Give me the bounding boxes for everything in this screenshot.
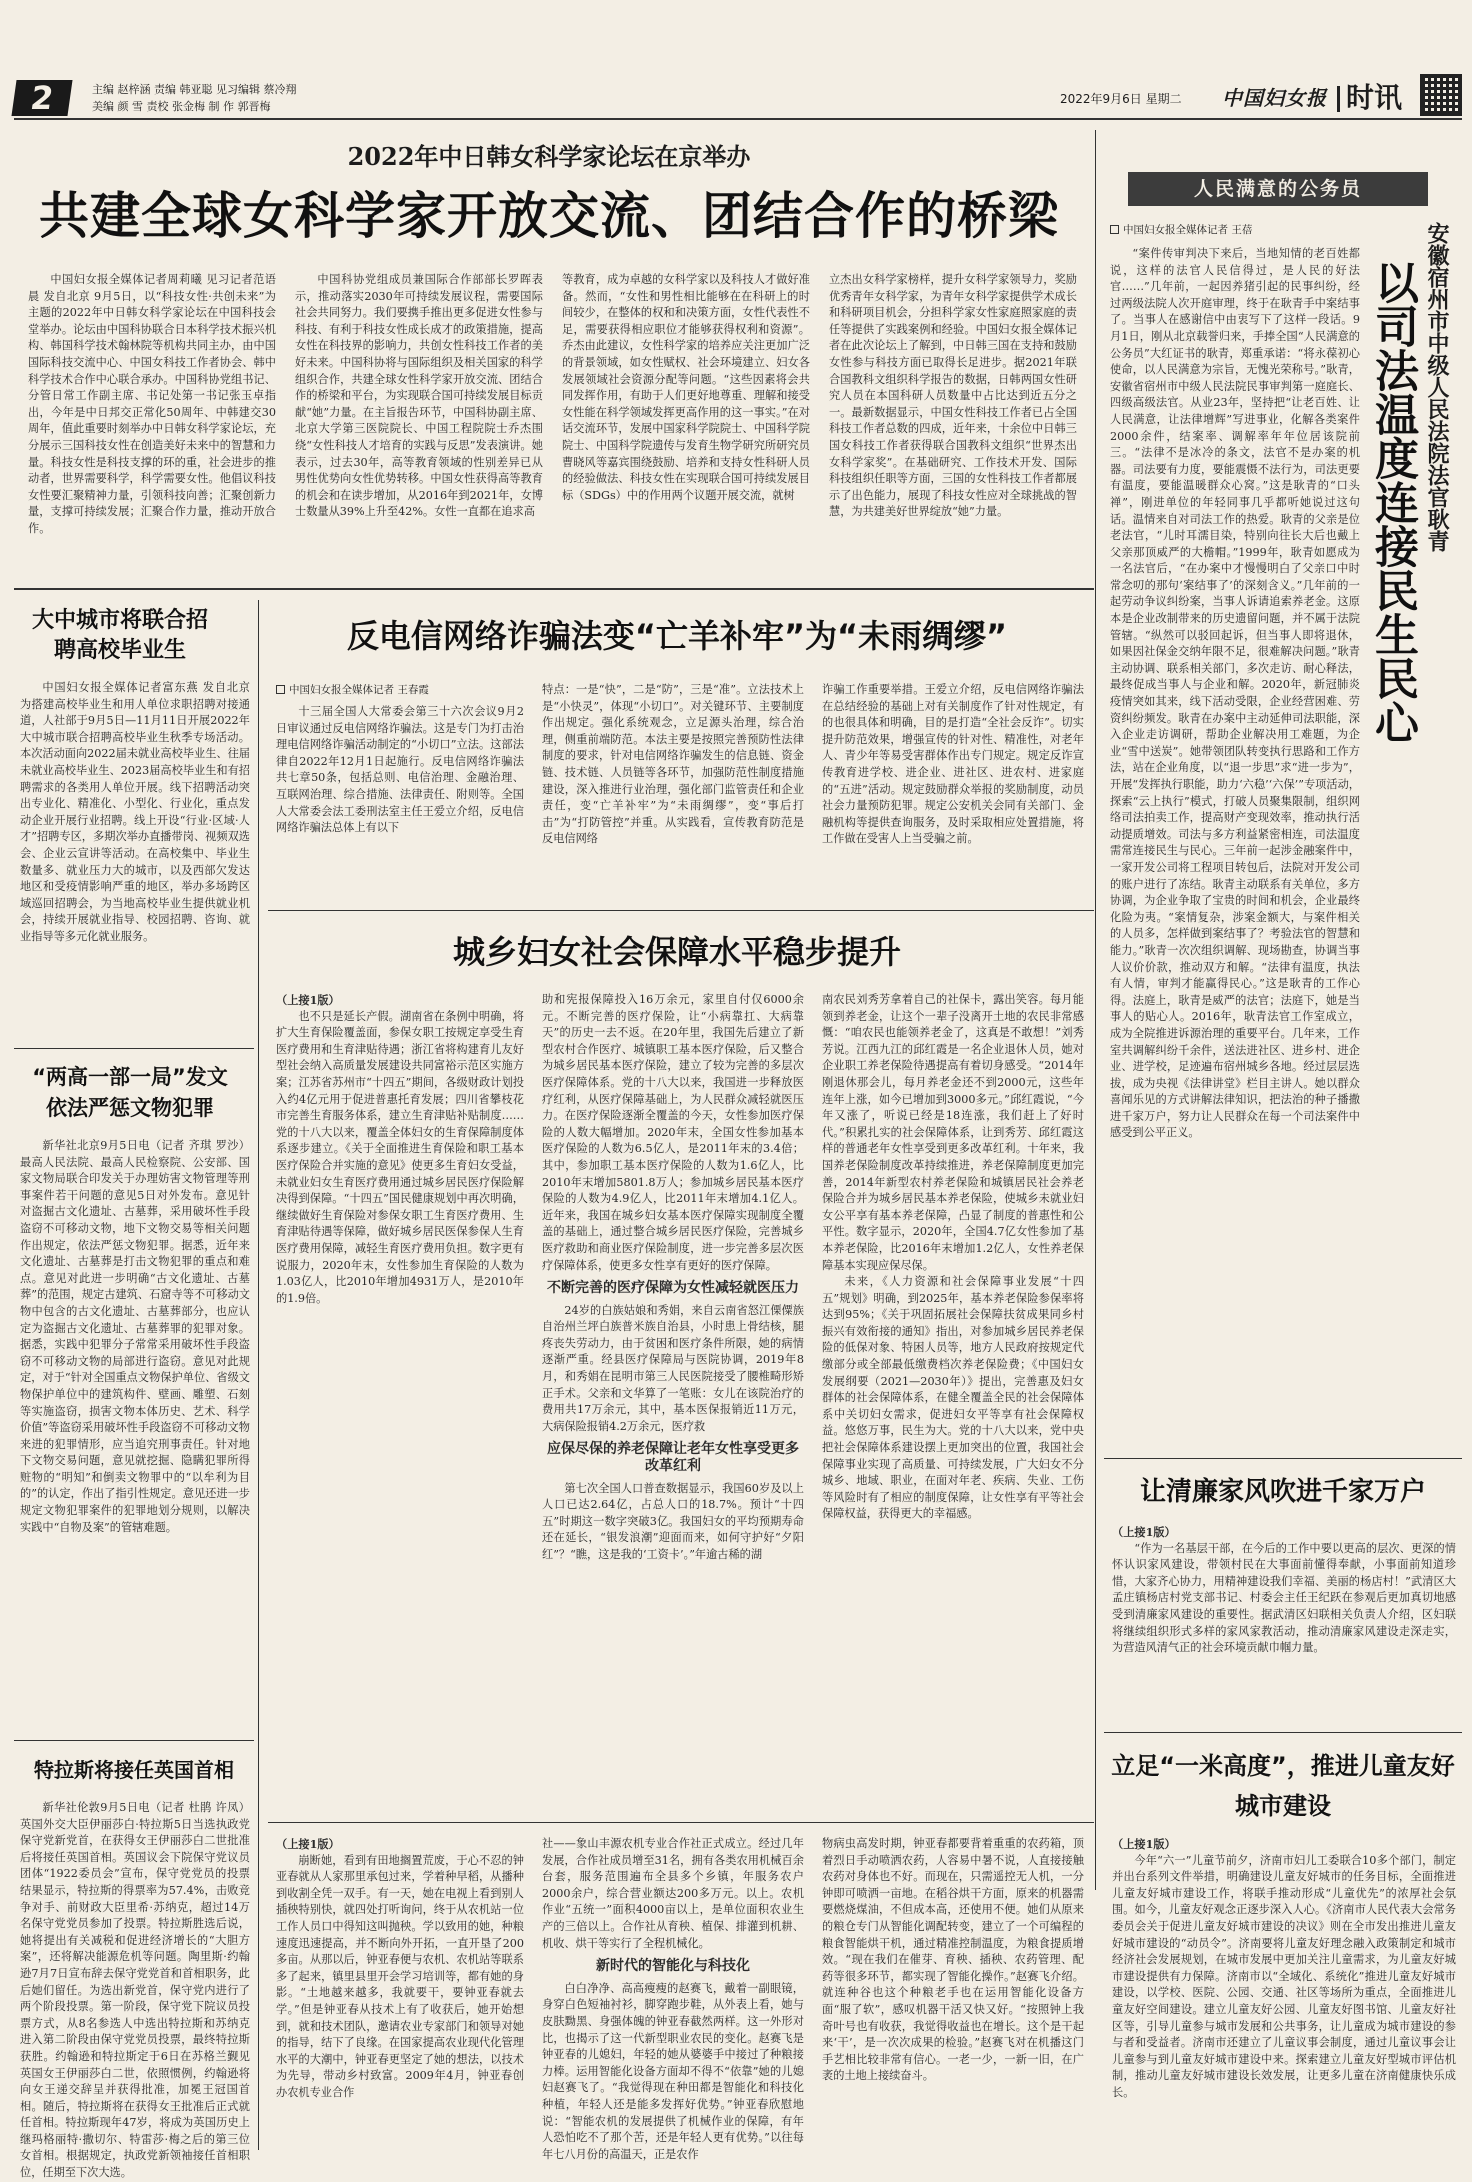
lead-col-2-text: 中国科协党组成员兼国际合作部部长罗晖表示，推动落实2030年可持续发展议程，需要国际社会共同努力。我们要携手推出更多促进女性参与科技、有利于科技女性成长成才的政策措施，提高女性在科技界的影响力，共创女性科技工作者的美好未来。中国科协将与国际组织及相关国家的科学组织合作，共建全球女性科学家开放交流、团结合作的桥梁和平台，为实现联合国可持续发展目标贡献“她”力量。在主旨报告环节，中国科协副主席、北京大学第三医院院长、中国工程院院士乔杰围绕“女性科技人才培育的实践与反思”发表演讲。她表示，过去30年，高等教育领域的性别差异已从男性优势向女性优势转移。中国女性获得高等教育的机会和在读步增加，从2016年到2021年，女博士数量从39%上升至42%。女性一直都在追求高	[295, 273, 543, 519]
social-sub-1: 不断完善的医疗保障为女性减轻就医压力	[547, 1280, 799, 1297]
lead-col-3	[562, 272, 810, 572]
page-number	[11, 80, 72, 116]
fraud-col-1	[276, 704, 524, 900]
social-col-1	[276, 992, 524, 1812]
fraud-byline	[276, 682, 516, 698]
qr-code-icon	[1420, 74, 1462, 116]
tech-col-2-text: 社——象山丰源农机专业合作社正式成立。经过几年发展，合作社成员增至31名，拥有各类农用机械百余台套，服务范围遍布全县多个乡镇，年服务农户2000余户，综合营业额达200多万元。以上。农机作业“五统一”面积4000亩以上，是单位面积农业生产的三倍以上。合作社从育秧、植保、排灌到机耕、机收、烘干等实行了全程机械化。	[542, 1837, 804, 1950]
social-col-3	[822, 992, 1084, 1812]
tech-col-2	[542, 1836, 804, 2161]
fraud-col-3	[822, 682, 1084, 900]
judge-byline	[1110, 222, 1360, 238]
social-sub-2-text: 第七次全国人口普查数据显示，我国60岁及以上人口已达2.64亿，占总人口的18.7%。预计“十四五”时期这一数字突破3亿。我国妇女的平均预期寿命还在延长，“银发浪潮”迎面而来，如何守护好“夕阳红”？“瞧，这是我的‘工资卡’。”年逾古稀的湖	[542, 1481, 804, 1561]
lead-col-3-text: 等教育，成为卓越的女科学家以及科技人才做好准备。然而，“女性和男性相比能够在在科研上的时间较少，在整体的权和和决策方面，女性代表性不足，需要获得相应职位才能够获得权利和资源”。乔杰由此建议，女性科学家的培养应关注更加广泛的背景领域，如女性赋权、社会环境建立、妇女各发展领域社会资源分配等问题。“这些因素将会共同发挥作用，有助于人们更好地尊重、理解和接受女性能在科学领域发挥更高作用的这一事实。”在对话交流环节，发展中国家科学院院士、中国科学院院士、中国科学院遗传与发育生物学研究所研究员曹晓风等嘉宾围绕鼓励、培养和支持女性科研人员的经验做法、科技女性在实现联合国可持续发展目标（SDGs）中的作用两个议题开展交流，就树	[562, 273, 810, 502]
grad-body-text: 中国妇女报全媒体记者富东燕 发自北京 为搭建高校毕业生和用人单位求职招聘对接通道，人社部于9月5日—11月11日开展2022年大中城市联合招聘高校毕业生秋季专场活动。本次活动面向2022届未就业高校毕业生、往届未就业高校毕业生、2023届高校毕业生和有招聘需求的各类用人单位开展。线下招聘活动突出专业化、精准化、小型化、行业化，重点发动企业开展行业招聘。线上开设“行业·区域·人才”招聘专区，多期次举办直播带岗、视频双选会、企业云宣讲等活动。在高校集中、毕业生数量多、就业压力大的城市，以及西部欠发达地区和受疫情影响严重的地区，举办多场跨区域巡回招聘会，为当地高校毕业生提供就业机会，持续开展就业指导、校园招聘、咨询、就业指导等多元化就业服务。	[20, 681, 250, 943]
integrity-body-text: “作为一名基层干部，在今后的工作中要以更高的层次、更深的情怀认识家风建设，带领村民在大事面前懂得奉献，小事面前知道珍惜，大家齐心协力，用精神建设我们幸福、美丽的杨店村！”武清区大孟庄镇杨店村党支部书记、村委会主任王纪跃在参观后更加真切地感受到清廉家风建设的重要性。据武清区妇联相关负责人介绍，区妇联将继续组织形式多样的家风家教活动，推动清廉家风建设走深走实，为营造风清气正的社会环境贡献巾帼力量。	[1112, 1541, 1456, 1655]
law-body	[20, 1138, 250, 1728]
divider-bar	[1337, 86, 1340, 112]
social-col-1-text: 也不只是延长产假。湖南省在条例中明确，将扩大生育保险覆盖面，参保女职工按规定享受生育医疗费用和生育津贴待遇；浙江省将构建育儿友好型社会纳入高质量发展建设共同富裕示范区实施方案；江苏省苏州市“十四五”期间，各级财政计划投入约4亿元用于促进普惠托育发展；四川省攀枝花市完善生育服务体系，建立生育津贴补贴制度……党的十八大以来，覆盖全体妇女的生育保障制度体系逐步建立。《关于全面推进生育保险和职工基本医疗保险合并实施的意见》使更多生育妇女受益，未就业妇女生育医疗费用通过城乡居民医疗保险解决得到保障。“十四五”国民健康规划中再次明确，继续做好生育保险对参保女职工生育医疗费用、生育津贴待遇等保障，做好城乡居民医保参保人生育医疗费用保障，减轻生育医疗费用负担。数字更有说服力，2020年末，女性参加生育保险的人数为1.03亿人，比2010年增加4931万人，是2010年的1.9倍。	[276, 1009, 524, 1305]
section-title: 时讯	[1346, 81, 1403, 114]
integrity-title: 让清廉家风吹进千家万户	[1139, 1477, 1426, 1507]
lead-col-1-text: 中国妇女报全媒体记者周莉曦 见习记者范语晨 发自北京 9月5日，以“科技女性·共创未来”为主题的2022年中日韩女科学家论坛在中国科技会堂举办。论坛由中国科协联合日本科学技术振兴机构、韩国科学技术翰林院等机构共同主办，由中国国际科技交流中心、中国女科技工作者协会、韩中科学技术合作中心联合承办。中国科协党组书记、分管日常工作副主席、书记处第一书记张玉卓指出，今年是中日邦交正常化50周年、中韩建交30周年，值此重要时刻举办中日韩女科学家论坛，充分展示三国科技女性在创造美好未来中的智慧和力量。科技女性是科技支撑的环的重，社会进步的推动者，世界需要科学，科学需要女性。他倡议科技女性要汇聚精神力量，引领科技向善；汇聚创新力量，支撑可持续发展；汇聚合作力量，推动开放合作。	[28, 273, 276, 535]
lead-bottom-rule	[14, 588, 1094, 590]
lead-col-1	[28, 272, 276, 572]
tech-col-1	[276, 1836, 524, 2156]
left-rule-1	[14, 1048, 254, 1049]
judge-byline-text: 中国妇女报全媒体记者 王蓓	[1123, 224, 1253, 236]
uk-body	[20, 1800, 250, 2180]
law-body-text: 新华社北京9月5日电（记者 齐琪 罗沙）最高人民法院、最高人民检察院、公安部、国家文物局联合印发关于办理妨害文物管理等刑事案件若干问题的意见5日对外发布。意见针对盗掘古文化遗址、古墓葬，采用破坏性手段盗窃不可移动文物，地下文物交易等相关问题作出规定，依法严惩文物犯罪。据悉，近年来文化遗址、古墓葬是打击文物犯罪的重点和难点。意见对此进一步明确“古文化遗址、古墓葬”的范围，规定古建筑、石窟寺等不可移动文物中包含的古文化遗址、古墓葬部分，也应认定为盗掘古文化遗址、古墓葬罪的犯罪对象。据悉，实践中犯罪分子常常采用破坏性手段盗窃不可移动文物的局部进行盗窃。意见对此规定，对于“针对全国重点文物保护单位、省级文物保护单位中的建筑构件、壁画、雕塑、石刻等实施盗窃，损害文物本体历史、艺术、科学价值”等盗窃采用破坏性手段盗窃不可移动文物来进的犯罪情形，应当追究刑事责任。针对地下文物交易问题，意见就挖掘、隐瞒犯罪所得赃物的“明知”和倒卖文物罪中的“以牟利为目的”的认定，作出了指引性规定。意见还进一步规定文物犯罪案件的犯罪地划分规则，以解决实践中“自物及案”的管辖难题。	[20, 1139, 250, 1534]
judge-kicker	[1420, 222, 1452, 602]
lead-col-4-text: 立杰出女科学家榜样，提升女科学家领导力，奖励优秀青年女科学家，为青年女科学家提供学术成长和科研项目机会，分担科学家女性家庭照家庭的责任等提供了实践案例和经验。中国妇女报全媒体记者在此次论坛上了解到，中日韩三国在支持和鼓励女性参与科技方面已取得长足进步。据2021年联合国教科文组织科学报告的数据，日韩两国女性研究人员在本国科研人员数量中占比达到近五分之一。最新数据显示，中国女性科技工作者已占全国科技工作者总数的四成，近年来，十余位中日韩三国女科技工作者获得联合国教科文组织“世界杰出女科学家奖”。在基础研究、工作技术开发、国际科技组织任职等方面，三国的女性科技工作者都展示了出色能力，展现了科技女性应对全球挑战的智慧，为共建美好世界绽放“她”力量。	[829, 273, 1077, 519]
section-banner-text: 人民满意的公务员	[1193, 178, 1362, 200]
judge-title	[1366, 260, 1418, 880]
byline-marker-icon	[1110, 225, 1119, 234]
section-banner	[1128, 172, 1428, 206]
right-rule-2	[1104, 1732, 1462, 1733]
lead-title: 共建全球女科学家开放交流、团结合作的桥梁	[39, 187, 1059, 245]
grad-body	[20, 680, 250, 1038]
credits-line-1: 主编 赵梓涵 责编 韩亚聪 见习编辑 蔡冷翔	[92, 83, 297, 96]
paper-logo: 中国妇女报	[1222, 86, 1327, 110]
tech-col-1-text: 崩断她，看到有田地搁置荒废，于心不忍的钟亚春就从人家那里承包过来，学着种早稻，从播种到收割全凭一双手。有一天，她在电视上看到别人插秧特别快，就四处打听询问，终于从农机站一位工作人员口中得知这叫抛秧。学以致用的她，种粮速度迅速提高，并不断向外开拓，一直开垦了200多亩。从那以后，钟亚春便与农机、农机站等联系多了起来，镇里县里开会学习培训等，都有她的身影。“土地越来越多，我就要干，要钟亚春就去学。”但是钟亚春从技术上有了收获后，她开始想到，就和技术团队，邀请农业专家部门和领导对她的指导，结下了良缘。在国家提高农业现代化管理水平的大潮中，钟亚春更坚定了她的想法，以技术为先导，带动乡村致富。2009年4月，钟亚春创办农机专业合作	[276, 1853, 524, 2099]
tech-sub: 新时代的智能化与科技化	[596, 1958, 750, 1975]
social-col-2	[542, 992, 804, 1812]
children-body	[1112, 1836, 1456, 2154]
grad-title: 大中城市将联合招聘高校毕业生	[31, 608, 208, 663]
lead-kicker: 2022年中日韩女科学家论坛在京举办	[347, 142, 751, 171]
law-title: “两高一部一局”发文依法严惩文物犯罪	[32, 1065, 228, 1120]
fraud-col-2-text: 特点：一是“快”，二是“防”，三是“准”。立法技术上是“小快灵”，体现“小切口”。对关键环节、主要制度作出规定。强化系统观念，立足源头治理，综合治理，侧重前端防范。本法主要是按照完善预防性法律制度的要求，针对电信网络诈骗发生的信息链、资金链、技术链、人员链等各环节，加强防范性制度措施建设，深入推进行业治理，强化部门监管责任和企业责任，变“亡羊补牢”为“未雨绸缪”，变“事后打击”为“打防管控”并重。从实践看，宣传教育防范是反电信网络	[542, 683, 804, 846]
social-col-4-text: 未来，《人力资源和社会保障事业发展“十四五”规划》明确，到2025年，基本养老保险参保率将达到95%；《关于巩固拓展社会保障扶贫成果同乡村振兴有效衔接的通知》指出，对参加城乡居民养老保险的低保对象、特困人员等，地方人民政府按规定代缴部分或全部最低缴费档次养老保险费；《中国妇女发展纲要（2021—2030年）》提出，完善惠及妇女群体的社会保障体系，在健全覆盖全民的社会保障体系中关切妇女需求，促进妇女平等享有社会保障权益。悠悠万事，民生为大。党的十八大以来，党中央把社会保障体系建设摆上更加突出的位置，我国社会保障事业实现了高质量、可持续发展，广大妇女不分城乡、地域、职业，在面对年老、疾病、失业、工伤等风险时有了相应的制度保障，让女性享有平等社会保障权益，获得更大的幸福感。	[822, 1275, 1084, 1521]
right-rule-1	[1104, 1458, 1462, 1459]
tech-col-3	[822, 1836, 1084, 2156]
fraud-title: 反电信网络诈骗法变“亡羊补牢”为“未雨绸缪”	[346, 617, 1008, 655]
fraud-col-1-text: 十三届全国人大常委会第三十六次会议9月2日审议通过反电信网络诈骗法。这是专门为打击治理电信网络诈骗活动制定的“小切口”立法。这部法律自2022年12月1日起施行。反电信网络诈骗法共七章50条，包括总则、电信治理、金融治理、互联网治理、综合措施、法律责任、附则等。全国人大常委会法工委刑法室主任王爱立介绍，反电信网络诈骗法总体上有以下	[276, 705, 524, 835]
page-number-text: 2	[28, 79, 56, 117]
social-col-3-text: 南农民刘秀芳拿着自己的社保卡，露出笑容。每月能领到养老金，让这个一辈子没离开土地的农民非常感慨：“咱农民也能领养老金了，这真是不敢想！”刘秀芳说。江西九江的邱红霞是一名企业退休人员，她对企业职工养老保险待遇提高有着切身感受。“2014年刚退休那会儿，每月养老金还不到2000元，这些年连年上涨，如今已增加到3000多元。”邱红霞说，“今年又涨了，听说已经是18连涨，我们赶上了好时代。”积累扎实的社会保障体系，让到秀芳、邱红霞这样的普通老年女性享受到更多改革红利。十年来，我国养老保险制度改革持续推进，养老保障制度更加完善，2014年新型农村养老保险和城镇居民社会养老保险合并为城乡居民基本养老保险，使城乡未就业妇女公平享有基本养老保障，凸显了制度的普惠性和公平性。数字显示，2020年，全国4.7亿女性参加了基本养老保险，比2016年末增加1.2亿人，女性养老保障基本实现应保尽保。	[822, 993, 1084, 1272]
uk-title: 特拉斯将接任英国首相	[34, 1758, 234, 1782]
social-bottom-rule	[268, 1822, 1094, 1823]
social-sub-2: 应保尽保的养老保障让老年女性享受更多改革红利	[547, 1441, 799, 1475]
judge-title-text: 以司法温度连接民生民心	[1367, 260, 1418, 744]
social-title: 城乡妇女社会保障水平稳步提升	[452, 933, 901, 971]
fraud-bottom-rule	[268, 910, 1094, 911]
masthead	[0, 0, 1472, 118]
children-body-text: 今年“六一”儿童节前夕，济南市妇儿工委联合10多个部门，制定并出台系列文件举措，明确建设儿童友好城市的任务目标，全面推进儿童友好城市建设工作，将联手推动形成“儿童优先”的浓厚社会氛围。如今，儿童友好观念正逐步深入人心。《济南市人民代表大会常务委员会关于促进儿童友好城市建设的决议》则在全市发出推进儿童友好城市建设的“动员令”。济南要将儿童友好理念融入政策制定和城市经济社会发展规划，在城市发展中更加关注儿童需求，为儿童友好城市建设提供有力保障。济南市以“全域化、系统化”推进儿童友好城市建设，以学校、医院、公园、交通、社区等场所为重点，全面推进儿童友好空间建设。建立儿童友好公园、儿童友好图书馆、儿童友好社区等，引导儿童参与城市发展和公共事务，让儿童成为城市建设的参与者和受益者。济南市还建立了儿童议事会制度，通过儿童议事会让儿童参与到儿童友好城市建设中来。探索建立儿童友好型城市评估机制，推动儿童友好城市建设长效发展，让更多儿童在济南健康快乐成长。	[1112, 1853, 1456, 2099]
left-rule-2	[14, 1740, 254, 1741]
lead-col-2	[295, 272, 543, 572]
lead-col-4	[829, 272, 1077, 572]
social-sub-1-text: 24岁的白族姑娘和秀娟，来自云南省怒江傈僳族自治州兰坪白族普米族自治县，小时患上骨结核，腿疼丧失劳动力，由于贫困和医疗条件所限，她的病情逐渐严重。经县医疗保障局与医院协调，2019年8月，和秀娟在昆明市第三人民医院接受了腰椎畸形矫正手术。父亲和文华算了一笔账：女儿在该院治疗的费用共17万余元，其中，基本医保报销近11万元，大病保险报销4.2万余元，医疗救	[542, 1303, 804, 1433]
issue-date: 2022年9月6日 星期二	[1060, 92, 1182, 106]
fraud-col-2	[542, 682, 804, 900]
fraud-byline-text: 中国妇女报全媒体记者 王春霞	[289, 684, 429, 696]
integrity-body	[1112, 1524, 1456, 1720]
children-title: 立足“一米高度”，推进儿童友好城市建设	[1111, 1752, 1455, 1820]
judge-body	[1110, 246, 1360, 1140]
fraud-col-3-text: 诈骗工作重要举措。王爱立介绍，反电信网络诈骗法在总结经验的基础上对有关制度作了针对性规定，有的也很具体和明确，目的是打造“全社会反诈”。切实提升防范效果，增强宣传的针对性、精准性，对老年人、青少年等易受害群体作出专门规定。规定反诈宣传教育进学校、进企业、进社区、进农村、进家庭的“五进”活动。规定鼓励群众举报的奖励制度，动员社会力量预防犯罪。规定公安机关会同有关部门、金融机构等提供查询服务，及时采取相应处置措施，将工作做在受害人上当受骗之前。	[822, 683, 1084, 846]
tech-cont: （上接1版）	[276, 1837, 340, 1851]
judge-kicker-text: 安徽宿州市中级人民法院法官耿青	[1424, 222, 1449, 552]
left-col-divider	[258, 600, 259, 2150]
judge-body-text: “案件传审判决下来后，当地知情的老百姓都说，这样的法官人民信得过，是人民的好法官……”几年前，一起因养猪引起的民事纠纷，经过两级法院人次开庭审理，终于在耿青手中案结事了。当事人在感谢信中由衷写下了这样一段话。9月1日，刚从北京载誉归来，手捧全国“人民满意的公务员”大红证书的耿青，郑重承诺：“将永葆初心使命，以人民满意为宗旨，无愧光荣称号。”耿青，安徽省宿州市中级人民法院民事审判第一庭庭长、四级高级法官。从业23年，坚持把“让老百姓、让人民满意，让法律增辉”写进事业，化解各类案件2000余件，结案率、调解率年年位居该院前三。“法律不是冰冷的条文，法官不是办案的机器。司法要有力度，要能震慑不法行为，司法更要有温度，要能温暖群众心窝。”这是耿青的“口头禅”，刚进单位的年轻同事几乎都听她说过这句话。温情来自对司法工作的热爱。耿青的父亲是位老法官，“儿时耳濡目染，特别向往长大后也戴上父亲那顶威严的大檐帽。”1999年，耿青如愿成为一名法官后，“在办案中才慢慢明白了父亲口中时常念叨的那句‘案结事了’的深刻含义。”几年前的一起劳动争议纠纷案，当事人诉请追索养老金。这原本是企业改制带来的历史遗留问题，并不属于法院管辖。“纵然可以驳回起诉，但当事人即将退休，如果因社保金交纳年限不足，很难解决问题。”耿青主动协调、联系相关部门，多次走访、耐心释法，最终促成当事人与企业和解。2020年，新冠肺炎疫情突如其来，线下活动受限，企业经营困难、劳资纠纷频发。耿青在办案中主动延伸司法职能，深入企业走访调研，帮助企业解决用工难题，为企业“雪中送炭”。她带领团队转变执行思路和工作方法，站在企业角度，以“退一步思”求“进一步为”，开展“发挥执行职能，助力‘六稳’‘六保’”专项活动，探索“云上执行”模式，打破人员聚集限制，组织网络司法拍卖工作，提高财产变现效率，推动执行活动提质增效。司法与多方利益紧密相连，司法温度需常连接民生与民心。三年前一起涉金融案件中，一家开发公司将工程项目转包后，法院对开发公司的账户进行了冻结。耿青主动联系有关单位，多方协调，为企业争取了宝贵的时间和机会，企业最终化险为夷。“案情复杂，涉案金额大，与案件相关的人员多，怎样做到案结事了？考验法官的智慧和能力。”耿青一次次组织调解、现场勘查，协调当事人议价价款，推动双方和解。“法律有温度，执法有人情，审判才能赢得民心。”这是耿青的工作心得。法庭上，耿青是威严的法官；法庭下，她是当事人的贴心人。2016年，耿青法官工作室成立，成为全院推进诉源治理的重要平台。几年来，工作室共调解纠纷千余件，送法进社区、进乡村、进企业、进学校，足迹遍布宿州城乡各地。经过层层选拔，成为央视《法律讲堂》栏目主讲人。她以群众喜闻乐见的方式讲解法律知识，把法治的种子播撒进千家万户，努力让人民群众在每一个司法案件中感受到公平正义。	[1110, 247, 1360, 1140]
integrity-cont: （上接1版）	[1112, 1525, 1176, 1539]
tech-col-3-text: 物病虫高发时期，钟亚春都要背着重重的农药箱，顶着烈日手动喷洒农药，人容易中暑不说，人直接接触农药对身体也不好。而现在，只需遥控无人机，一分钟即可喷洒一亩地。在稻谷烘干方面，原来的机器需要燃烧煤油，不但成本高，还使用不便。她们从原来的粮仓专门从智能化调配转变，建立了一个可编程的粮食智能烘干机，通过精准控制温度，为粮食提质增效。“现在我们在催芽、育秧、插秧、农药管理、配药等很多环节，都实现了智能化操作。”赵赛飞介绍。就连种谷也这个种粮老手也在运用智能化设备方面“服了软”，感叹机器干活又快又好。“按照钟上我奇叶号也有收获，我觉得收益也在增长。这个是干起来‘干’，是一次次成果的检验。”赵赛飞对在机播这门手艺相比较非常有信心。一老一少，一新一旧，在广袤的土地上接续奋斗。	[822, 1837, 1084, 2083]
byline-marker-icon	[276, 685, 285, 694]
credits-line-2: 美编 颜 雪 责校 张金梅 制 作 郭晋梅	[92, 100, 271, 113]
column-divider	[1095, 130, 1096, 1890]
masthead-rule	[14, 118, 1462, 120]
social-cont: （上接1版）	[276, 993, 340, 1007]
uk-body-text: 新华社伦敦9月5日电（记者 杜鹃 许凤）英国外交大臣伊丽莎白·特拉斯5日当选执政党保守党新党首，在获得女王伊丽莎白二世批准后将接任英国首相。英国议会下院保守党议员团体“1922委员会”宣布，保守党党员的投票结果显示，特拉斯的得票率为57.4%，击败竞争对手、前财政大臣里希·苏纳克，超过14万名保守党党员参加了投票。特拉斯胜选后说，她将提出有关减税和促进经济增长的“大胆方案”，还将解决能源危机等问题。陶里斯·约翰逊7月7日宣布辞去保守党党首和首相职务，此后她们留任。为选出新党首，保守党内进行了两个阶段投票。第一阶段，保守党下院议员投票方式，从8名参选人中选出特拉斯和苏纳克进入第二阶段由保守党党员投票，最终特拉斯获胜。约翰逊和特拉斯定于6日在苏格兰觐见英国女王伊丽莎白二世，依照惯例，约翰逊将向女王递交辞呈并获得批准，加冕王冠国首相。随后，特拉斯将在获得女王批准后正式就任首相。特拉斯现年47岁，将成为英国历史上继玛格丽特·撒切尔、特雷莎·梅之后的第三位女首相。根据规定，执政党新领袖接任首相职位，任期至下次大选。	[20, 1801, 250, 2180]
social-col-2-text: 助和宪报保障投入16万余元，家里自付仅6000余元。不断完善的医疗保险，让“小病靠扛、大病靠天”的历史一去不返。在20年里，我国先后建立了新型农村合作医疗、城镇职工基本医疗保险，后又整合为城乡居民基本医疗保险，建立了较为完善的多层次医疗保障体系。党的十八大以来，我国进一步释放医疗红利，从医疗保障基础上，为人民群众减轻就医压力。在医疗保险逐渐全覆盖的今天，女性参加医疗保险的人数大幅增加。2020年末，全国女性参加基本医疗保险的人数为6.5亿人，是2011年末的3.4倍；其中，参加职工基本医疗保险的人数为1.6亿人，比2010年末增加5801.8万人；参加城乡居民基本医疗保险的人数为4.9亿人，比2011年末增加4.1亿人。近年来，我国在城乡妇女基本医疗保障实现制度全覆盖的基础上，通过整合城乡居民医疗保险，完善城乡医疗救助和商业医疗保险制度，进一步完善多层次医疗保障体系，使更多女性享有更好的医疗保障。	[542, 993, 804, 1272]
children-cont: （上接1版）	[1112, 1837, 1176, 1851]
tech-col-2b-text: 白白净净、高高瘦瘦的赵赛飞，戴着一副眼镜，身穿白色短袖衬衫，脚穿跑步鞋，从外表上看，她与皮肤黝黑、身强体魄的钟亚春截然两样。这一外形对比，也揭示了这一代新型职业农民的变化。赵赛飞是钟亚春的儿媳妇，年轻的她从婆婆手中接过了种粮接力棒。运用智能化设备方面却不得不“依靠”她的儿媳妇赵赛飞了。“我觉得现在种田都是智能化和科技化种植，年轻人还是能多发挥好优势。”钟亚春欣慰地说：“智能农机的发展提供了机械作业的保障，有年人恐怕吃不了那个苦，还是年轻人更有优势。”以往每年七八月份的高温天，正是农作	[542, 1981, 804, 2161]
